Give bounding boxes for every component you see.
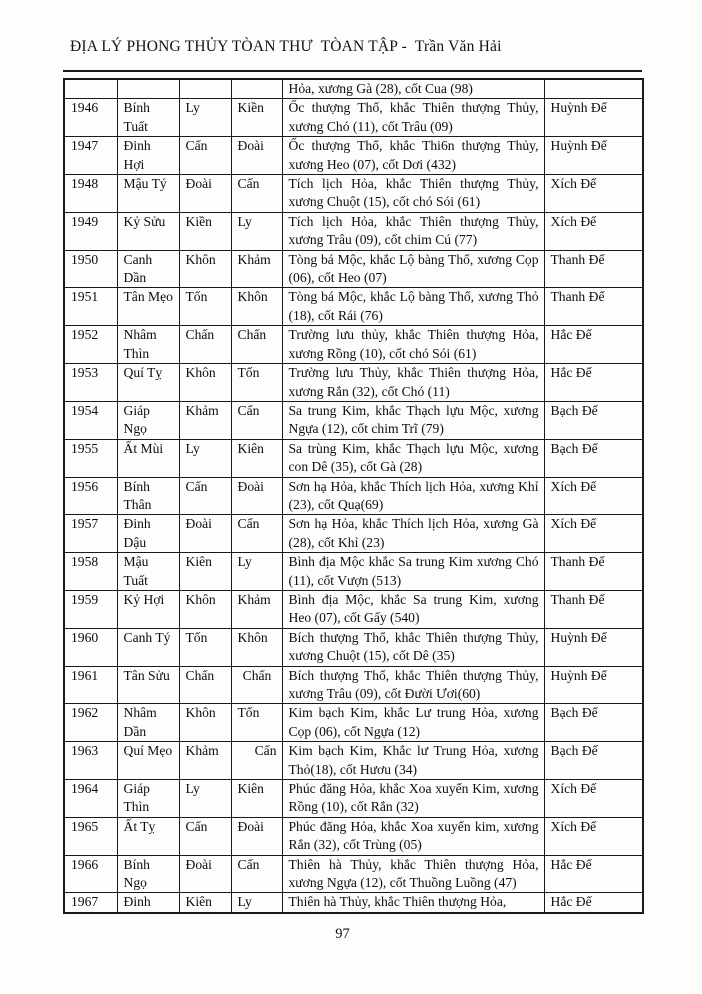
year-cell: 1963 xyxy=(64,742,117,780)
trigram2-cell: Tốn xyxy=(231,364,282,402)
year-cell: 1967 xyxy=(64,893,117,913)
trigram1-cell xyxy=(179,79,231,99)
year-cell: 1960 xyxy=(64,628,117,666)
emperor-cell: Xích Đế xyxy=(544,175,643,213)
description-cell: Phúc đăng Hỏa, khắc Xoa xuyến kim, xương Rắn (32), cốt Trùng (05) xyxy=(282,817,544,855)
trigram2-cell: Khảm xyxy=(231,590,282,628)
trigram1-cell: Khôn xyxy=(179,364,231,402)
trigram2-cell: Chấn xyxy=(231,666,282,704)
description-cell: Sơn hạ Hỏa, khắc Thích lịch Hỏa, xương Khỉ (23), cốt Quạ(69) xyxy=(282,477,544,515)
year-cell: 1959 xyxy=(64,590,117,628)
description-cell: Trường lưu thủy, khắc Thiên thượng Hỏa, xương Rồng (10), cốt chó Sói (61) xyxy=(282,326,544,364)
canchi-cell: Kỷ Hợi xyxy=(117,590,179,628)
canchi-cell: Bính Thân xyxy=(117,477,179,515)
year-cell: 1955 xyxy=(64,439,117,477)
trigram1-cell: Cấn xyxy=(179,817,231,855)
trigram2-cell: Đoài xyxy=(231,477,282,515)
emperor-cell xyxy=(544,79,643,99)
table-row xyxy=(64,742,643,780)
description-cell: Bình địa Mộc khắc Sa trung Kim xương Chó (11), cốt Vượn (513) xyxy=(282,553,544,591)
emperor-cell: Xích Đế xyxy=(544,817,643,855)
zodiac-year-table xyxy=(63,78,644,914)
canchi-cell: Quí Tỵ xyxy=(117,364,179,402)
year-cell: 1961 xyxy=(64,666,117,704)
table-row xyxy=(64,817,643,855)
canchi-cell: Bính Tuất xyxy=(117,99,179,137)
table-row xyxy=(64,780,643,818)
emperor-cell: Xích Đế xyxy=(544,212,643,250)
trigram2-cell: Kiên xyxy=(231,780,282,818)
description-cell: Tích lịch Hỏa, khắc Thiên thượng Thủy, xương Trâu (09), cốt chim Cú (77) xyxy=(282,212,544,250)
canchi-cell: Tân Mẹo xyxy=(117,288,179,326)
canchi-cell: Bính Ngọ xyxy=(117,855,179,893)
trigram2-cell: Chấn xyxy=(231,326,282,364)
emperor-cell: Thanh Đế xyxy=(544,288,643,326)
table-row xyxy=(64,364,643,402)
year-cell: 1950 xyxy=(64,250,117,288)
table-row xyxy=(64,99,643,137)
emperor-cell: Bạch Đế xyxy=(544,439,643,477)
trigram2-cell: Cấn xyxy=(231,742,282,780)
trigram1-cell: Đoài xyxy=(179,855,231,893)
description-cell: Bích thượng Thổ, khắc Thiên thượng Thủy, xương Trâu (09), cốt Đười Ươi(60) xyxy=(282,666,544,704)
canchi-cell: Đinh xyxy=(117,893,179,913)
year-cell: 1964 xyxy=(64,780,117,818)
trigram1-cell: Chấn xyxy=(179,326,231,364)
canchi-cell: Đinh Hợi xyxy=(117,137,179,175)
year-cell: 1949 xyxy=(64,212,117,250)
trigram1-cell: Ly xyxy=(179,780,231,818)
trigram1-cell: Đoài xyxy=(179,515,231,553)
description-cell: Trường lưu Thủy, khắc Thiên thượng Hỏa, xương Rắn (32), cốt Chó (11) xyxy=(282,364,544,402)
trigram2-cell: Khôn xyxy=(231,288,282,326)
year-cell: 1958 xyxy=(64,553,117,591)
table-row xyxy=(64,137,643,175)
table-row xyxy=(64,666,643,704)
trigram1-cell: Kiên xyxy=(179,893,231,913)
year-cell: 1952 xyxy=(64,326,117,364)
emperor-cell: Xích Đế xyxy=(544,515,643,553)
trigram2-cell: Ly xyxy=(231,212,282,250)
table-row xyxy=(64,439,643,477)
trigram1-cell: Ly xyxy=(179,99,231,137)
canchi-cell: Đinh Dậu xyxy=(117,515,179,553)
page-number: 97 xyxy=(335,926,350,942)
description-cell: Phúc đăng Hỏa, khắc Xoa xuyến Kim, xương Rồng (10), cốt Rắn (32) xyxy=(282,780,544,818)
trigram2-cell: Kiền xyxy=(231,99,282,137)
description-cell: Sa trung Kim, khắc Thạch lựu Mộc, xương Ngựa (12), cốt chim Trĩ (79) xyxy=(282,401,544,439)
description-cell: Bích thượng Thổ, khắc Thiên thượng Thủy, xương Chuột (15), cốt Dê (35) xyxy=(282,628,544,666)
emperor-cell: Bạch Đế xyxy=(544,401,643,439)
emperor-cell: Huỳnh Đế xyxy=(544,666,643,704)
description-cell: Thiên hà Thủy, khắc Thiên thượng Hỏa, xyxy=(282,893,544,913)
trigram1-cell: Đoài xyxy=(179,175,231,213)
emperor-cell: Xích Đế xyxy=(544,780,643,818)
trigram2-cell: Cấn xyxy=(231,515,282,553)
table-row xyxy=(64,212,643,250)
table-row xyxy=(64,401,643,439)
trigram2-cell: Kiên xyxy=(231,439,282,477)
canchi-cell: Ất Tỵ xyxy=(117,817,179,855)
canchi-cell: Giáp Thìn xyxy=(117,780,179,818)
description-cell: Ốc thượng Thổ, khắc Thiên thượng Thủy, xương Chó (11), cốt Trâu (09) xyxy=(282,99,544,137)
trigram1-cell: Khảm xyxy=(179,401,231,439)
canchi-cell: Mậu Tuất xyxy=(117,553,179,591)
year-cell: 1956 xyxy=(64,477,117,515)
emperor-cell: Bạch Đế xyxy=(544,742,643,780)
description-cell: Sa trùng Kim, khắc Thạch lựu Mộc, xương con Dê (35), cốt Gà (28) xyxy=(282,439,544,477)
table-row xyxy=(64,288,643,326)
emperor-cell: Thanh Đế xyxy=(544,590,643,628)
description-cell: Kim bạch Kim, khắc Lư trung Hỏa, xương Cọp (06), cốt Ngựa (12) xyxy=(282,704,544,742)
emperor-cell: Hắc Đế xyxy=(544,364,643,402)
trigram1-cell: Khảm xyxy=(179,742,231,780)
trigram2-cell: Ly xyxy=(231,893,282,913)
canchi-cell: Tân Sửu xyxy=(117,666,179,704)
year-cell: 1962 xyxy=(64,704,117,742)
year-cell: 1966 xyxy=(64,855,117,893)
description-cell: Tích lịch Hỏa, khắc Thiên thượng Thủy, xương Chuột (15), cốt chó Sói (61) xyxy=(282,175,544,213)
trigram2-cell: Khôn xyxy=(231,628,282,666)
table-row xyxy=(64,855,643,893)
emperor-cell: Bạch Đế xyxy=(544,704,643,742)
year-cell: 1946 xyxy=(64,99,117,137)
year-cell: 1951 xyxy=(64,288,117,326)
description-cell: Tòng bá Mộc, khắc Lộ bàng Thổ, xương Thỏ (18), cốt Rái (76) xyxy=(282,288,544,326)
emperor-cell: Huỳnh Đế xyxy=(544,628,643,666)
canchi-cell: Canh Tý xyxy=(117,628,179,666)
emperor-cell: Thanh Đế xyxy=(544,250,643,288)
canchi-cell xyxy=(117,79,179,99)
year-cell: 1957 xyxy=(64,515,117,553)
emperor-cell: Huỳnh Đế xyxy=(544,137,643,175)
table-row xyxy=(64,477,643,515)
description-cell: Hỏa, xương Gà (28), cốt Cua (98) xyxy=(282,79,544,99)
canchi-cell: Kỷ Sửu xyxy=(117,212,179,250)
trigram1-cell: Ly xyxy=(179,439,231,477)
table-row xyxy=(64,79,643,99)
book-title-header: ĐỊA LÝ PHONG THỦY TÒAN THƯ TÒAN TẬP - Trần Văn Hải xyxy=(70,38,502,55)
year-cell: 1953 xyxy=(64,364,117,402)
trigram1-cell: Kiền xyxy=(179,212,231,250)
emperor-cell: Xích Đế xyxy=(544,477,643,515)
trigram2-cell: Tốn xyxy=(231,704,282,742)
description-cell: Tòng bá Mộc, khắc Lộ bàng Thổ, xương Cọp (06), cốt Heo (07) xyxy=(282,250,544,288)
table-row xyxy=(64,553,643,591)
trigram2-cell: Cấn xyxy=(231,401,282,439)
trigram1-cell: Chấn xyxy=(179,666,231,704)
trigram1-cell: Kiên xyxy=(179,553,231,591)
year-cell: 1947 xyxy=(64,137,117,175)
trigram2-cell: Khảm xyxy=(231,250,282,288)
emperor-cell: Hắc Đế xyxy=(544,893,643,913)
trigram2-cell: Ly xyxy=(231,553,282,591)
emperor-cell: Hắc Đế xyxy=(544,855,643,893)
trigram1-cell: Tốn xyxy=(179,628,231,666)
trigram2-cell xyxy=(231,79,282,99)
description-cell: Bình địa Mộc, khắc Sa trung Kim, xương Heo (07), cốt Gấy (540) xyxy=(282,590,544,628)
trigram1-cell: Cấn xyxy=(179,137,231,175)
description-cell: Sơn hạ Hỏa, khắc Thích lịch Hỏa, xương Gà (28), cốt Khỉ (23) xyxy=(282,515,544,553)
trigram2-cell: Cấn xyxy=(231,855,282,893)
year-cell: 1954 xyxy=(64,401,117,439)
table-row xyxy=(64,326,643,364)
table-row xyxy=(64,628,643,666)
trigram1-cell: Cấn xyxy=(179,477,231,515)
description-cell: Thiên hà Thủy, khắc Thiên thượng Hỏa, xương Ngựa (12), cốt Thuồng Luồng (47) xyxy=(282,855,544,893)
canchi-cell: Giáp Ngọ xyxy=(117,401,179,439)
trigram1-cell: Khôn xyxy=(179,590,231,628)
trigram1-cell: Khôn xyxy=(179,250,231,288)
table-row xyxy=(64,893,643,913)
year-cell xyxy=(64,79,117,99)
table-row xyxy=(64,590,643,628)
trigram2-cell: Đoài xyxy=(231,817,282,855)
description-cell: Ốc thượng Thổ, khắc Thi6n thượng Thủy, xương Heo (07), cốt Dơi (432) xyxy=(282,137,544,175)
emperor-cell: Hắc Đế xyxy=(544,326,643,364)
canchi-cell: Mậu Tý xyxy=(117,175,179,213)
canchi-cell: Nhâm Dần xyxy=(117,704,179,742)
table-row xyxy=(64,515,643,553)
trigram2-cell: Cấn xyxy=(231,175,282,213)
table-row xyxy=(64,175,643,213)
header-rule xyxy=(63,70,642,72)
table-row xyxy=(64,704,643,742)
trigram2-cell: Đoài xyxy=(231,137,282,175)
canchi-cell: Quí Mẹo xyxy=(117,742,179,780)
year-cell: 1965 xyxy=(64,817,117,855)
description-cell: Kim bạch Kim, Khắc lư Trung Hỏa, xương Thỏ(18), cốt Hươu (34) xyxy=(282,742,544,780)
canchi-cell: Nhâm Thìn xyxy=(117,326,179,364)
emperor-cell: Thanh Đế xyxy=(544,553,643,591)
table-row xyxy=(64,250,643,288)
canchi-cell: Ất Mùi xyxy=(117,439,179,477)
year-cell: 1948 xyxy=(64,175,117,213)
canchi-cell: Canh Dần xyxy=(117,250,179,288)
trigram1-cell: Khôn xyxy=(179,704,231,742)
trigram1-cell: Tốn xyxy=(179,288,231,326)
emperor-cell: Huỳnh Đế xyxy=(544,99,643,137)
